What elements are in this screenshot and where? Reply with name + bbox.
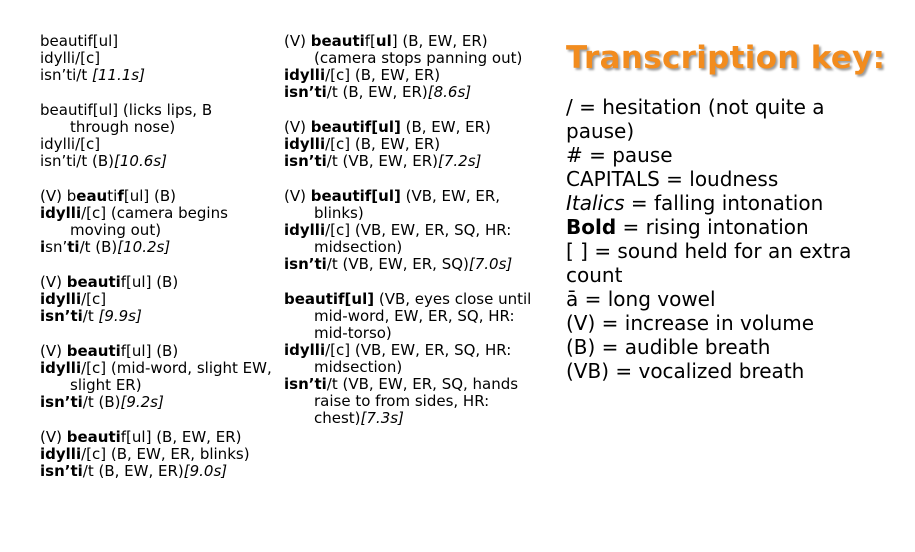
transcription-entry	[284, 291, 534, 427]
text-segment: (V) b	[40, 187, 77, 205]
text-segment: idylli	[40, 445, 82, 463]
text-segment: isn’ti	[40, 307, 83, 325]
key-item	[566, 167, 866, 191]
text-segment: ti	[107, 187, 118, 205]
text-segment: isn’ti	[284, 375, 327, 393]
text-segment: /[c] (camera begins moving out)	[70, 204, 228, 239]
text-segment: idylli	[40, 359, 82, 377]
text-segment: (V)	[40, 342, 67, 360]
transcription-entry	[40, 188, 275, 256]
text-segment: isn’ti	[284, 83, 327, 101]
text-segment: idylli/[c]	[40, 49, 101, 67]
transcription-line	[284, 136, 534, 153]
text-segment: beautif[ul]	[310, 118, 401, 136]
text-segment: (V)	[284, 118, 311, 136]
text-segment: beautif[ul] (licks lips, B through nose)	[40, 101, 213, 136]
text-segment: isn’ti	[284, 152, 327, 170]
key-item	[566, 335, 866, 359]
key-item	[566, 239, 866, 287]
text-segment: beauti	[310, 32, 365, 50]
transcription-line	[40, 239, 275, 256]
transcription-entry	[40, 343, 275, 411]
transcription-line	[40, 394, 275, 411]
text-segment: = falling intonation	[624, 191, 824, 215]
text-segment: (VB, EW, ER, blinks)	[314, 187, 501, 222]
text-segment: idylli	[284, 66, 326, 84]
transcription-line	[40, 463, 275, 480]
text-segment: = rising intonation	[616, 215, 809, 239]
text-segment: /t (B)	[82, 393, 121, 411]
key-item	[566, 191, 866, 215]
transcription-entry	[284, 119, 534, 170]
text-segment: /t (VB, EW, ER)	[326, 152, 439, 170]
text-segment: [ul] (B)	[123, 187, 176, 205]
text-segment: /t (B, EW, ER)	[82, 462, 184, 480]
text-segment: f[	[364, 32, 376, 50]
text-segment: isn’ti	[40, 393, 83, 411]
text-segment: beauti	[66, 342, 121, 360]
text-segment: / = hesitation (not quite a pause)	[566, 95, 825, 143]
text-segment: idylli	[40, 204, 82, 222]
transcription-line	[40, 446, 275, 463]
transcription-entry	[40, 33, 275, 84]
text-segment: /[c] (mid-word, slight EW, slight ER)	[70, 359, 272, 394]
transcription-line	[40, 102, 275, 136]
transcription-line	[40, 136, 275, 153]
text-segment: (V)	[40, 273, 67, 291]
text-segment: f[ul] (B)	[120, 342, 179, 360]
text-segment: idylli	[284, 341, 326, 359]
transcription-entry	[284, 188, 534, 273]
text-segment: [ ] = sound held for an extra count	[566, 239, 852, 287]
text-segment: [7.3s]	[360, 409, 404, 427]
text-segment: isn’ti	[284, 255, 327, 273]
text-segment: (V)	[284, 187, 311, 205]
transcription-line	[40, 274, 275, 291]
text-segment: [7.2s]	[438, 152, 482, 170]
key-item	[566, 143, 866, 167]
text-segment: [7.0s]	[468, 255, 513, 273]
text-segment: beauti	[66, 428, 121, 446]
transcription-line	[284, 67, 534, 84]
text-segment: ] (B, EW, ER) (camera stops panning out)	[314, 32, 523, 67]
text-segment: isn’ti/t	[40, 66, 93, 84]
transcription-line	[284, 342, 534, 376]
transcription-line	[284, 119, 534, 136]
text-segment: [9.0s]	[183, 462, 228, 480]
transcription-line	[284, 376, 534, 427]
text-segment: /[c] (B, EW, ER)	[325, 66, 441, 84]
text-segment: idylli/[c]	[40, 135, 101, 153]
text-segment: [9.2s]	[120, 393, 164, 411]
key-item	[566, 287, 866, 311]
transcription-entry	[284, 33, 534, 101]
text-segment: /[c] (VB, EW, ER, SQ, HR: midsection)	[314, 341, 512, 376]
transcription-line	[284, 84, 534, 101]
transcription-line	[40, 205, 275, 239]
text-segment: CAPITALS = loudness	[566, 167, 779, 191]
transcription-line	[40, 153, 275, 170]
text-segment: beauti	[66, 273, 121, 291]
key-title: Transcription key:	[566, 40, 886, 76]
transcription-line	[284, 153, 534, 170]
text-segment: [11.1s]	[92, 66, 145, 84]
key-item	[566, 359, 866, 383]
transcription-line	[40, 343, 275, 360]
transcription-line	[284, 256, 534, 273]
text-segment: beautif[ul]	[40, 32, 119, 50]
text-segment: /[c]	[81, 290, 107, 308]
text-segment: (V)	[40, 428, 67, 446]
text-segment: /t (VB, EW, ER, SQ)	[326, 255, 469, 273]
key-item	[566, 215, 866, 239]
text-segment: i	[40, 238, 46, 256]
transcription-line	[40, 188, 275, 205]
text-segment: beautif[ul]	[284, 290, 375, 308]
text-segment: idylli	[284, 135, 326, 153]
text-segment: (V)	[284, 32, 311, 50]
text-segment: idylli	[40, 290, 82, 308]
text-segment: eau	[76, 187, 108, 205]
text-segment: /[c] (B, EW, ER)	[325, 135, 441, 153]
text-segment: sn’	[45, 238, 68, 256]
transcription-line	[284, 33, 534, 67]
text-segment: /[c] (VB, EW, ER, SQ, HR: midsection)	[314, 221, 512, 256]
transcription-entry	[40, 429, 275, 480]
text-segment: isn’ti/t (B)	[40, 152, 115, 170]
text-segment: /t (B)	[79, 238, 118, 256]
transcription-line	[284, 222, 534, 256]
text-segment: [8.6s]	[427, 83, 472, 101]
text-segment: /t (VB, EW, ER, SQ, hands raise to from sides, HR: chest)	[314, 375, 519, 427]
text-segment: [9.9s]	[98, 307, 142, 325]
transcription-line	[40, 50, 275, 67]
text-segment: isn’ti	[40, 462, 83, 480]
text-segment: /t	[82, 307, 99, 325]
key-item	[566, 95, 866, 143]
transcription-line	[40, 291, 275, 308]
text-segment: Italics	[566, 191, 625, 215]
text-segment: /[c] (B, EW, ER, blinks)	[81, 445, 250, 463]
text-segment: # = pause	[566, 143, 673, 167]
text-segment: ā = long vowel	[566, 287, 716, 311]
text-segment: [10.6s]	[114, 152, 167, 170]
key-item	[566, 311, 866, 335]
text-segment: (VB) = vocalized breath	[566, 359, 805, 383]
text-segment: (V) = increase in volume	[566, 311, 815, 335]
transcription-line	[40, 308, 275, 325]
transcription-line	[40, 33, 275, 50]
text-segment: (B, EW, ER)	[400, 118, 491, 136]
transcription-entry	[40, 102, 275, 170]
text-segment: f	[117, 187, 124, 205]
text-segment: f[ul] (B, EW, ER)	[120, 428, 242, 446]
text-segment: Bold	[566, 215, 617, 239]
transcription-column-1	[40, 33, 275, 498]
text-segment: f[ul] (B)	[120, 273, 179, 291]
text-segment: (VB, eyes close until mid-word, EW, ER, SQ, HR: mid-torso)	[314, 290, 532, 342]
text-segment: /t (B, EW, ER)	[326, 83, 428, 101]
key-list	[566, 95, 866, 383]
text-segment: ul	[375, 32, 392, 50]
transcription-line	[284, 291, 534, 342]
text-segment: beautif[ul]	[310, 187, 401, 205]
text-segment: ti	[67, 238, 80, 256]
text-segment: [10.2s]	[117, 238, 171, 256]
transcription-line	[40, 67, 275, 84]
transcription-line	[284, 188, 534, 222]
text-segment: (B) = audible breath	[566, 335, 771, 359]
transcription-line	[40, 429, 275, 446]
text-segment: idylli	[284, 221, 326, 239]
transcription-line	[40, 360, 275, 394]
transcription-entry	[40, 274, 275, 325]
transcription-column-2	[284, 33, 534, 445]
